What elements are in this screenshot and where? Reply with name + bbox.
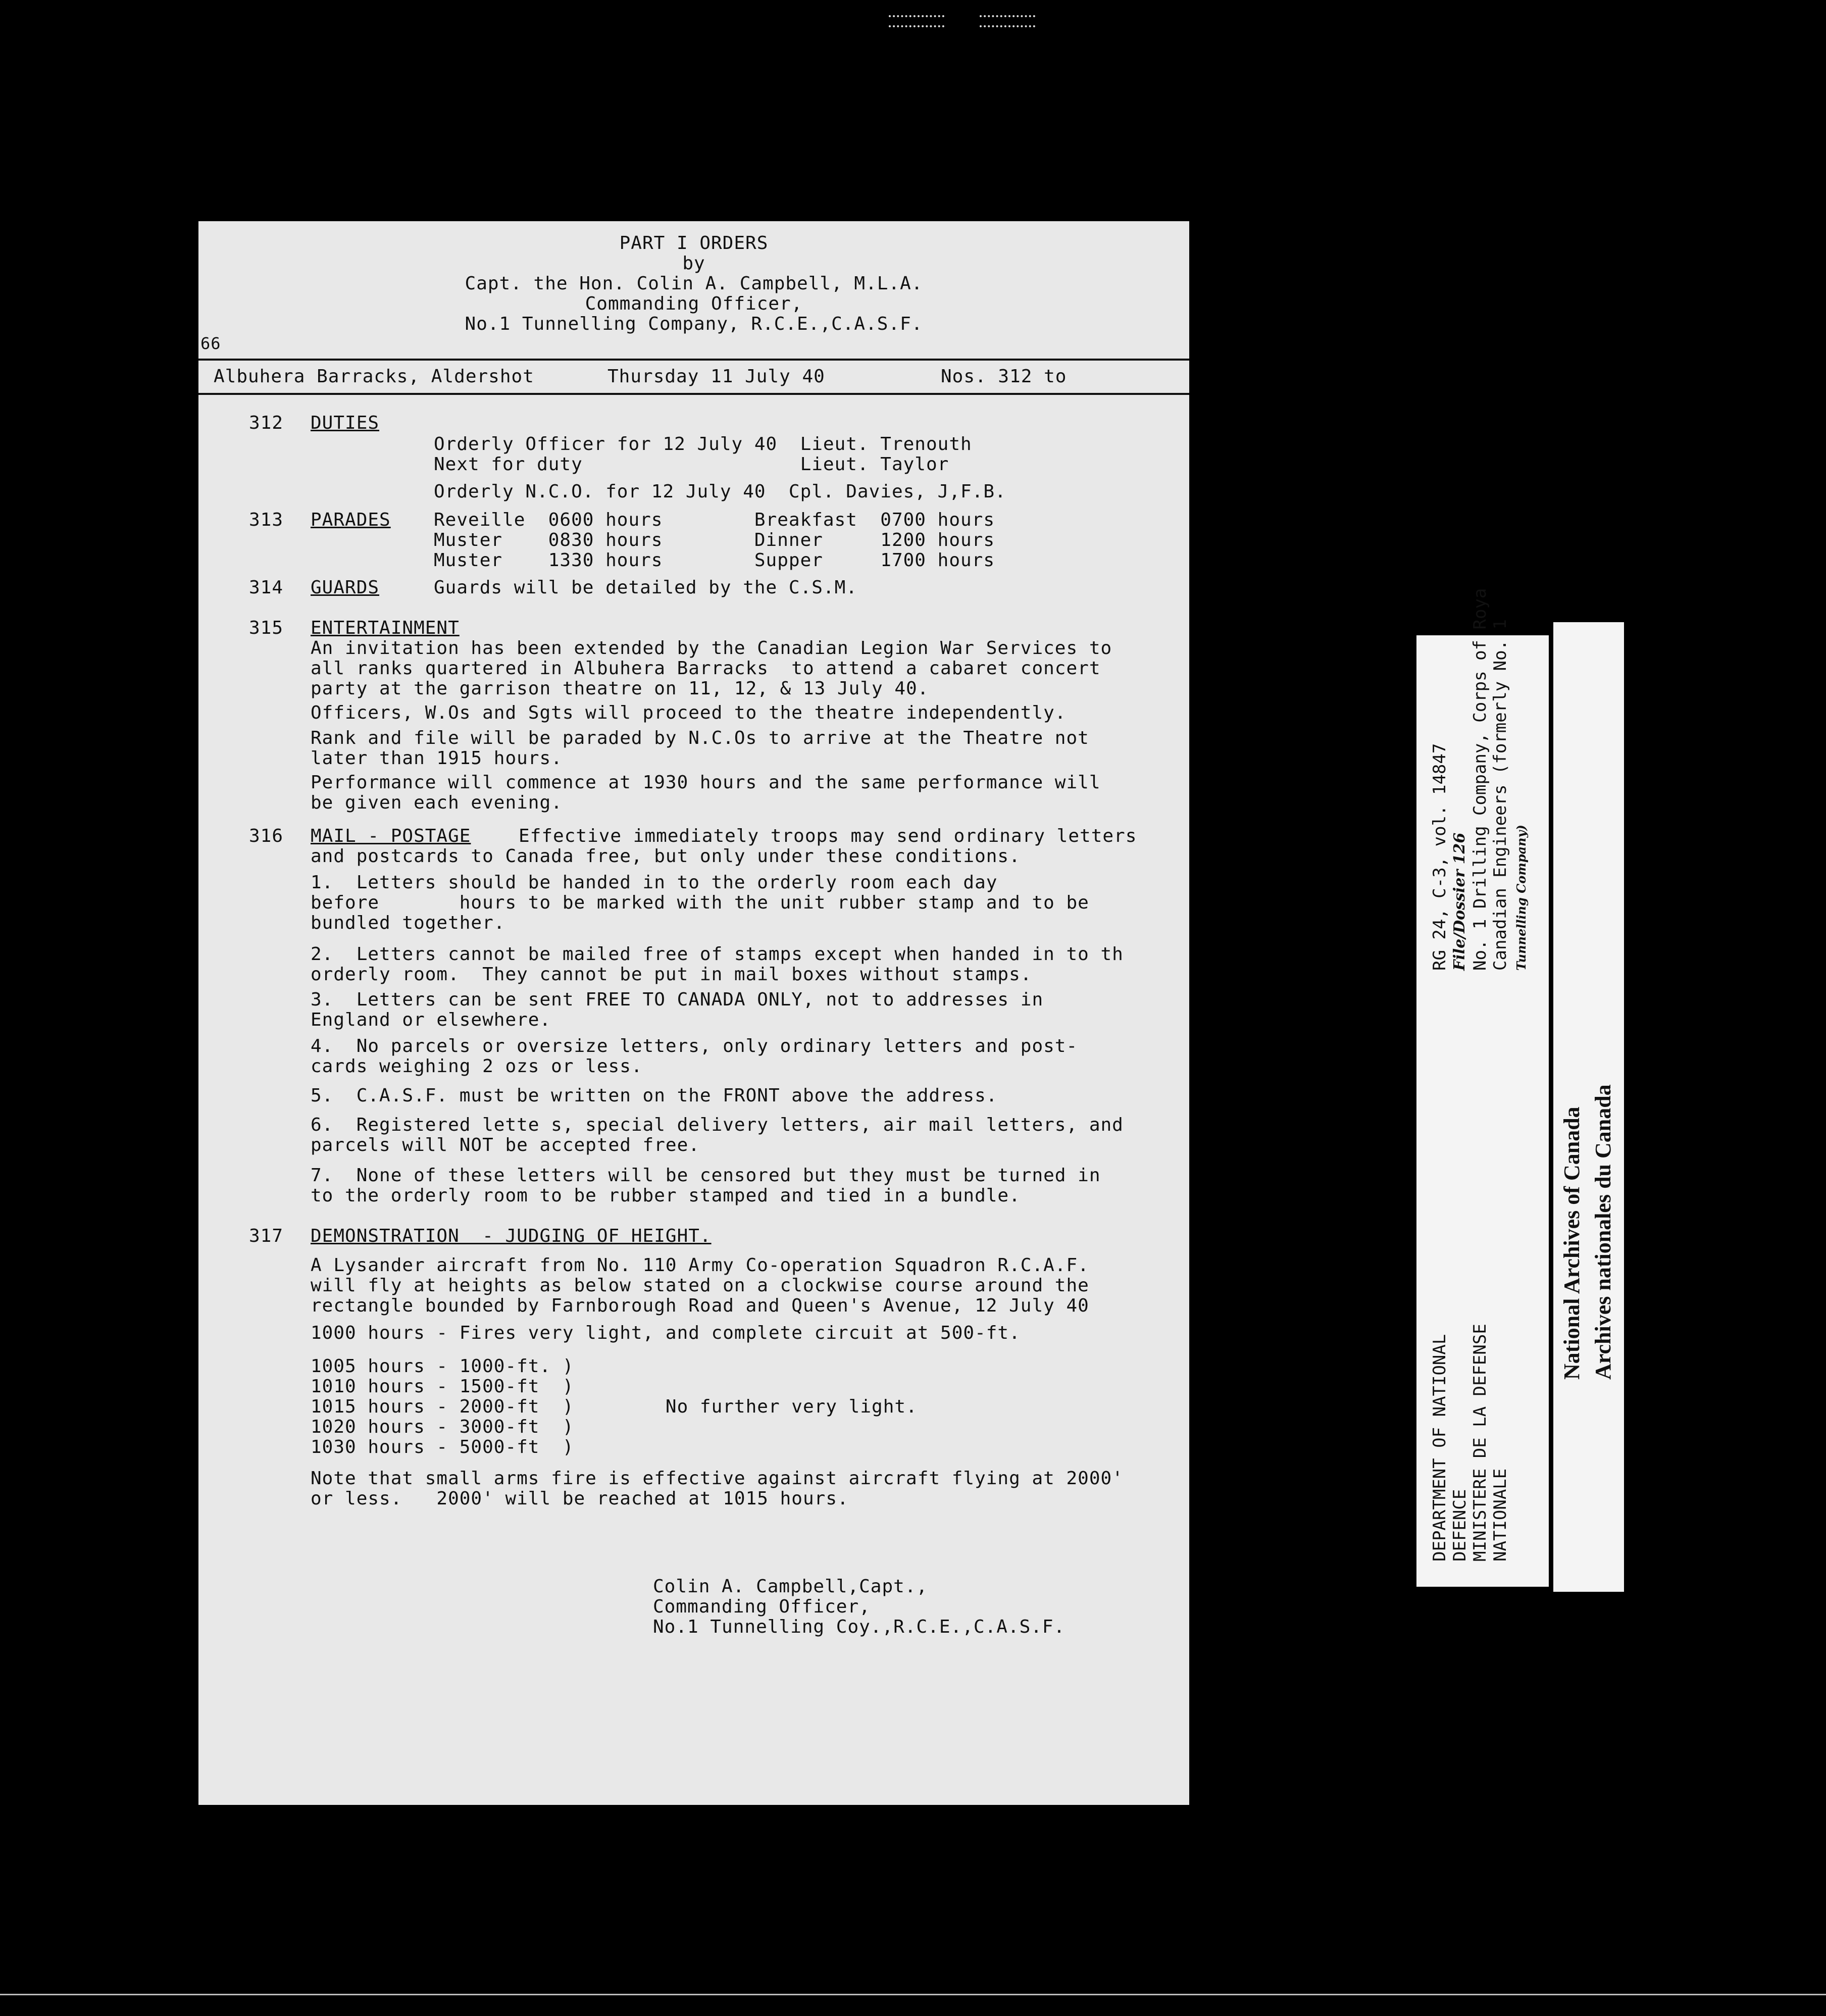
item-316-p5: 5. C.A.S.F. must be written on the FRONT above the address. [311,1085,998,1106]
item-316-intro2: and postcards to Canada free, but only under these conditions. [311,846,1021,867]
archive-unit-line3: Tunnelling Company) [1514,825,1529,971]
item-316-p7a: 7. None of these letters will be censored but they must be turned in [311,1165,1101,1186]
item-317-title: DEMONSTRATION - JUDGING OF HEIGHT. [311,1226,712,1246]
item-317-note1: Note that small arms fire is effective against aircraft flying at 2000' [311,1468,1124,1489]
item-316-p3a: 3. Letters can be sent FREE TO CANADA ONLY, not to addresses in [311,989,1044,1010]
item-313-title: PARADES [311,510,391,530]
archive-file: File/Dossier 126 [1451,832,1468,971]
film-mark-right [980,15,1035,27]
item-316-p7b: to the orderly room to be rubber stamped and tied in a bundle. [311,1185,1021,1206]
item-317-height3: 1015 hours - 2000-ft ) No further very light. [311,1396,918,1417]
item-315-title: ENTERTAINMENT [311,618,460,638]
item-314-line1: Guards will be detailed by the C.S.M. [434,577,857,598]
item-315-line6: later than 1915 hours. [311,748,563,769]
item-315-line5: Rank and file will be paraded by N.C.Os to arrive at the Theatre not [311,728,1089,748]
item-316-p6b: parcels will NOT be accepted free. [311,1135,700,1155]
item-316-p4a: 4. No parcels or oversize letters, only ordinary letters and post- [311,1036,1078,1056]
item-316-p3b: England or elsewhere. [311,1010,551,1030]
signature-role: Commanding Officer, [653,1596,871,1617]
item-313-line3: Muster 1330 hours Supper 1700 hours [434,550,995,571]
item-317-line2: will fly at heights as below stated on a clockwise course around the [311,1275,1089,1296]
item-312-line2: Next for duty Lieut. Taylor [434,454,949,475]
archive-dept-line1: DEPARTMENT OF NATIONAL [1430,1334,1450,1561]
item-317-line1: A Lysander aircraft from No. 110 Army Co-operation Squadron R.C.A.F. [311,1255,1089,1276]
item-316-p2b: orderly room. They cannot be put in mail boxes without stamps. [311,964,1032,985]
header-rule-top [198,359,1189,361]
item-317-height1: 1005 hours - 1000-ft. ) [311,1356,574,1377]
archive-stamp-french: Archives nationales du Canada [1591,1084,1615,1380]
header-role: Commanding Officer, [585,293,803,314]
signature-unit: No.1 Tunnelling Coy.,R.C.E.,C.A.S.F. [653,1617,1066,1637]
header-officer: Capt. the Hon. Colin A. Campbell, M.L.A. [465,273,923,294]
header-by: by [682,253,705,274]
archive-unit-line1: No. 1 Drilling Company, Corps of Roya [1470,588,1490,971]
item-316-p6a: 6. Registered lette s, special delivery letters, air mail letters, and [311,1115,1124,1135]
dateline-location: Albuhera Barracks, Aldershot [214,366,534,387]
item-316-intro1: Effective immediately troops may send ordinary letters [519,826,1137,846]
item-313-number: 313 [249,510,284,530]
item-316-p1c: bundled together. [311,913,505,933]
item-317-line3: rectangle bounded by Farnborough Road and Queen's Avenue, 12 July 40 [311,1295,1089,1316]
archive-unit-line2: Canadian Engineers (formerly No. 1 [1490,619,1510,971]
item-315-line8: be given each evening. [311,792,563,813]
item-317-height2: 1010 hours - 1500-ft ) [311,1376,574,1397]
header-unit: No.1 Tunnelling Company, R.C.E.,C.A.S.F. [465,314,923,334]
item-316-title: MAIL - POSTAGE [311,826,471,846]
film-mark-left [889,15,944,27]
dateline-date: Thursday 11 July 40 [607,366,825,387]
archive-dept-line3: MINISTERE DE LA DEFENSE [1470,1324,1490,1561]
item-314-title: GUARDS [311,577,380,598]
orders-page [198,221,1189,1805]
item-316-p4b: cards weighing 2 ozs or less. [311,1056,643,1077]
archive-dept-line2: DEFENCE [1450,1489,1470,1561]
item-315-line2: all ranks quartered in Albuhera Barracks to attend a cabaret concert [311,658,1101,679]
item-313-line1: Reveille 0600 hours Breakfast 0700 hours [434,510,995,530]
film-bottom-rule [0,1994,1826,1995]
item-315-line3: party at the garrison theatre on 11, 12, & 13 July 40. [311,678,929,699]
archive-dept-line4: NATIONALE [1490,1468,1510,1561]
archive-stamp [1553,622,1624,1592]
header-rule-bottom [198,393,1189,395]
item-317-number: 317 [249,1226,284,1246]
archive-ref: RG 24, C-3, vol. 14847 [1430,743,1450,971]
item-316-number: 316 [249,826,284,846]
archive-stamp-english: National Archives of Canada [1559,1106,1584,1380]
item-316-p1b: before hours to be marked with the unit rubber stamp and to be [311,892,1089,913]
item-315-line4: Officers, W.Os and Sgts will proceed to the theatre independently. [311,702,1067,723]
archive-reference-label [1416,588,1549,1587]
item-312-line3: Orderly N.C.O. for 12 July 40 Cpl. Davies, J,F.B. [434,481,1006,502]
item-312-number: 312 [249,413,284,433]
item-312-title: DUTIES [311,413,380,433]
item-317-line4: 1000 hours - Fires very light, and complete circuit at 500-ft. [311,1323,1021,1343]
item-316-p1a: 1. Letters should be handed in to the orderly room each day [311,872,998,893]
dateline-numbers: Nos. 312 to [941,366,1067,387]
signature-name: Colin A. Campbell,Capt., [653,1576,928,1597]
item-315-line1: An invitation has been extended by the Canadian Legion War Services to [311,638,1112,659]
item-317-height4: 1020 hours - 3000-ft ) [311,1417,574,1437]
item-315-number: 315 [249,618,284,638]
item-312-line1: Orderly Officer for 12 July 40 Lieut. Trenouth [434,434,972,455]
item-316-p2a: 2. Letters cannot be mailed free of stamps except when handed in to th [311,944,1124,965]
item-315-line7: Performance will commence at 1930 hours and the same performance will [311,772,1101,793]
item-317-note2: or less. 2000' will be reached at 1015 hours. [311,1488,849,1509]
page-number: 66 [200,334,221,353]
item-314-number: 314 [249,577,284,598]
header-title: PART I ORDERS [619,233,769,254]
item-317-height5: 1030 hours - 5000-ft ) [311,1437,574,1457]
item-313-line2: Muster 0830 hours Dinner 1200 hours [434,530,995,550]
